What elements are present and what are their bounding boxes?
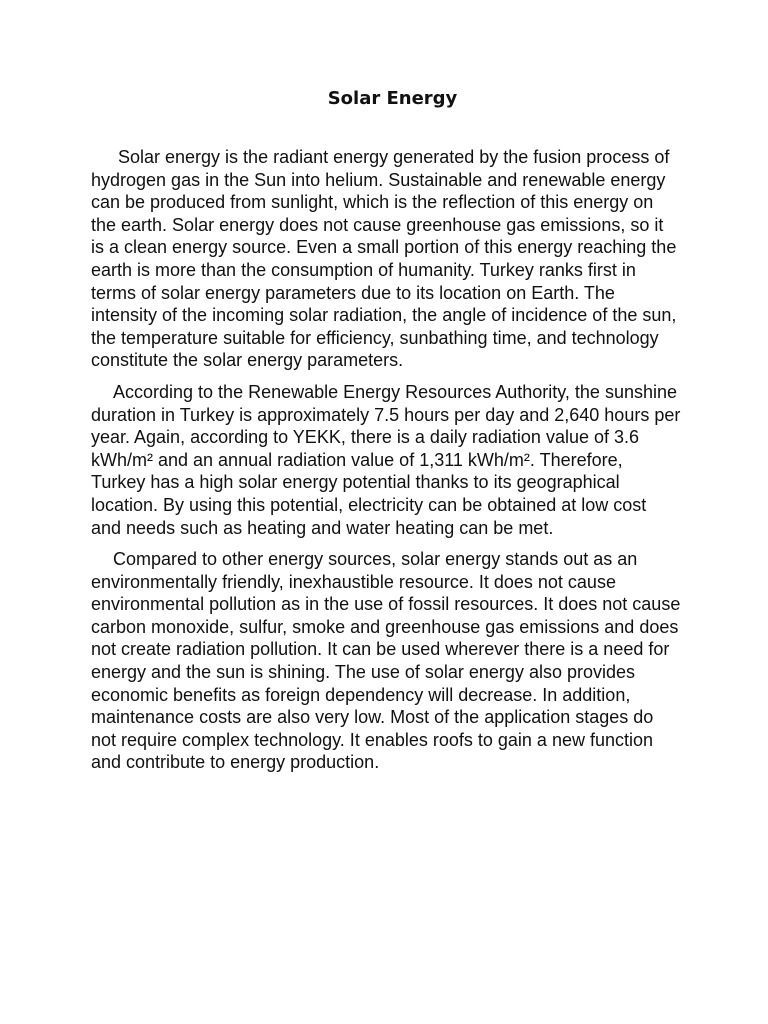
document-title: Solar Energy <box>327 88 458 109</box>
paragraph-2: According to the Renewable Energy Resources Authority, the sunshine duration in Turkey is approximately 7.5 hours per day and 2,640 hours per year. Again, according to YEKK, there is a daily radiation value of 3.6 kWh/m² and an annual radiation value of 1,311 kWh/m². Therefore, Turkey has a high solar energy potential thanks to its geographical location. By using this potential, electricity can be obtained at low cost and needs such as heating and water heating can be met. <box>91 381 681 538</box>
document-body <box>91 146 681 783</box>
paragraph-1: Solar energy is the radiant energy generated by the fusion process of hydrogen gas in the Sun into helium. Sustainable and renewable energy can be produced from sunlight, which is the reflection of this energy on the earth. Solar energy does not cause greenhouse gas emissions, so it is a clean energy source. Even a small portion of this energy reaching the earth is more than the consumption of humanity. Turkey ranks first in terms of solar energy parameters due to its location on Earth. The intensity of the incoming solar radiation, the angle of incidence of the sun, the temperature suitable for efficiency, sunbathing time, and technology constitute the solar energy parameters. <box>91 147 677 371</box>
paragraph-3: Compared to other energy sources, solar energy stands out as an environmentally friendly, inexhaustible resource. It does not cause environmental pollution as in the use of fossil resources. It does not cause carbon monoxide, sulfur, smoke and greenhouse gas emissions and does not create radiation pollution. It can be used wherever there is a need for energy and the sun is shining. The use of solar energy also provides economic benefits as foreign dependency will decrease. In addition, maintenance costs are also very low. Most of the application stages do not require complex technology. It enables roofs to gain a new function and contribute to energy production. <box>91 549 681 773</box>
